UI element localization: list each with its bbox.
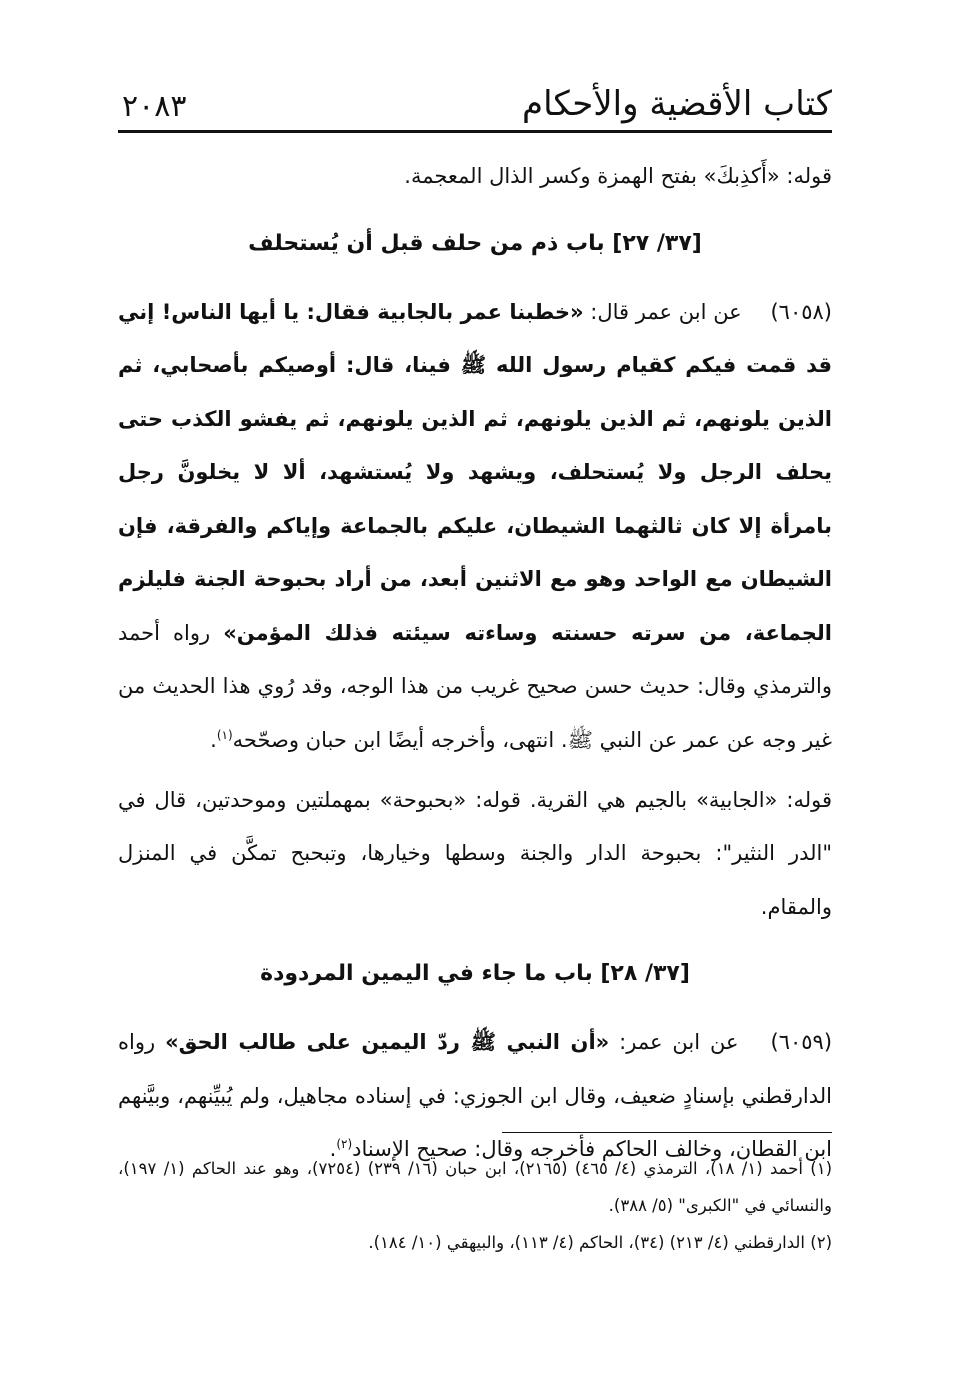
sentence-end: .: [329, 1137, 337, 1162]
running-title: كتاب الأقضية والأحكام: [522, 84, 832, 124]
hadith-text: «خطبنا عمر بالجابية فقال: يا أيها الناس! إني قد قمت فيكم كقيام رسول الله ﷺ فينا، قال: أوصيكم بأصحابي، ثم الذين يلونهم، ثم الذين يلونهم، ثم الذين يلونهم، ثم يفشو الكذب حتى يحلف الرجل ولا يُستحلف، ويشهد ولا يُستشهد، ألا لا يخلونَّ رجل بامرأة إلا كان ثالثهما الشيطان، عليكم بالجماعة وإياكم والفرقة، فإن الشيطان مع الواحد وهو مع الاثنين أبعد، من أراد بحبوحة الجنة فليلزم الجماعة، من سرته حسنته وساءته سيئته فذلك المؤمن»: [118, 299, 832, 645]
hadith-paragraph: [118, 286, 832, 768]
hadith-narrator: عن ابن عمر قال:: [590, 299, 742, 324]
hadith-commentary: رواه أحمد والترمذي وقال: حديث حسن صحيح غريب من هذا الوجه، وقد رُوي هذا الحديث من غير وجه عن عمر عن النبي ﷺ. انتهى، وأخرجه أيضًا ابن حبان وصحّحه: [118, 620, 832, 753]
footnote-ref: (٢): [336, 1137, 353, 1152]
intro-paragraph: قوله: «أَكذِبكَ» بفتح الهمزة وكسر الذال المعجمة.: [404, 164, 832, 188]
footnote: (١) أحمد (١/ ١٨)، الترمذي (٤/ ٤٦٥) (٢١٦٥)، ابن حبان (١٦/ ٢٣٩) (٧٢٥٤)، وهو عند الحاكم (١/ ١٩٧)، والنسائي في "الكبرى" (٥/ ٣٨٨).: [118, 1159, 833, 1216]
explanation-paragraph: قوله: «الجابية» بالجيم هي القرية. قوله: «بحبوحة» بمهملتين وموحدتين، قال في "الدر النثير": بحبوحة الدار والجنة وسطها وخيارها، وتبحبح تمكَّن في المنزل والمقام.: [118, 787, 832, 919]
hadith-text: «أن النبي ﷺ ردّ اليمين على طالب الحق»: [165, 1030, 610, 1055]
footnote: (٢) الدارقطني (٤/ ٢١٣) (٣٤)، الحاكم (٤/ ١١٣)، والبيهقي (١٠/ ١٨٤).: [368, 1233, 832, 1253]
sentence-end: .: [210, 728, 217, 753]
page-number: ٢٠٨٣: [122, 89, 187, 124]
hadith-narrator: عن ابن عمر:: [619, 1030, 739, 1055]
hadith-commentary: رواه الدارقطني بإسنادٍ ضعيف، وقال ابن الجوزي: في إسناده مجاهيل، ولم يُبيِّنهم، وبيَّنهم ابن القطان، وخالف الحاكم فأخرجه وقال: صحيح الإسناد: [118, 1030, 832, 1162]
footnotes: [118, 1150, 832, 1261]
page-header: [118, 80, 832, 133]
footnote-divider: [502, 1132, 832, 1133]
chapter-heading: [٣٧/ ٢٨] باب ما جاء في اليمين المردودة: [260, 961, 690, 987]
footnote-ref: (١): [216, 728, 233, 743]
main-text: [118, 150, 832, 1177]
hadith-number: (٦٠٥٩): [770, 1030, 833, 1055]
hadith-number: (٦٠٥٨): [770, 299, 832, 324]
chapter-heading: [٣٧/ ٢٧] باب ذم من حلف قبل أن يُستحلف: [248, 230, 702, 256]
